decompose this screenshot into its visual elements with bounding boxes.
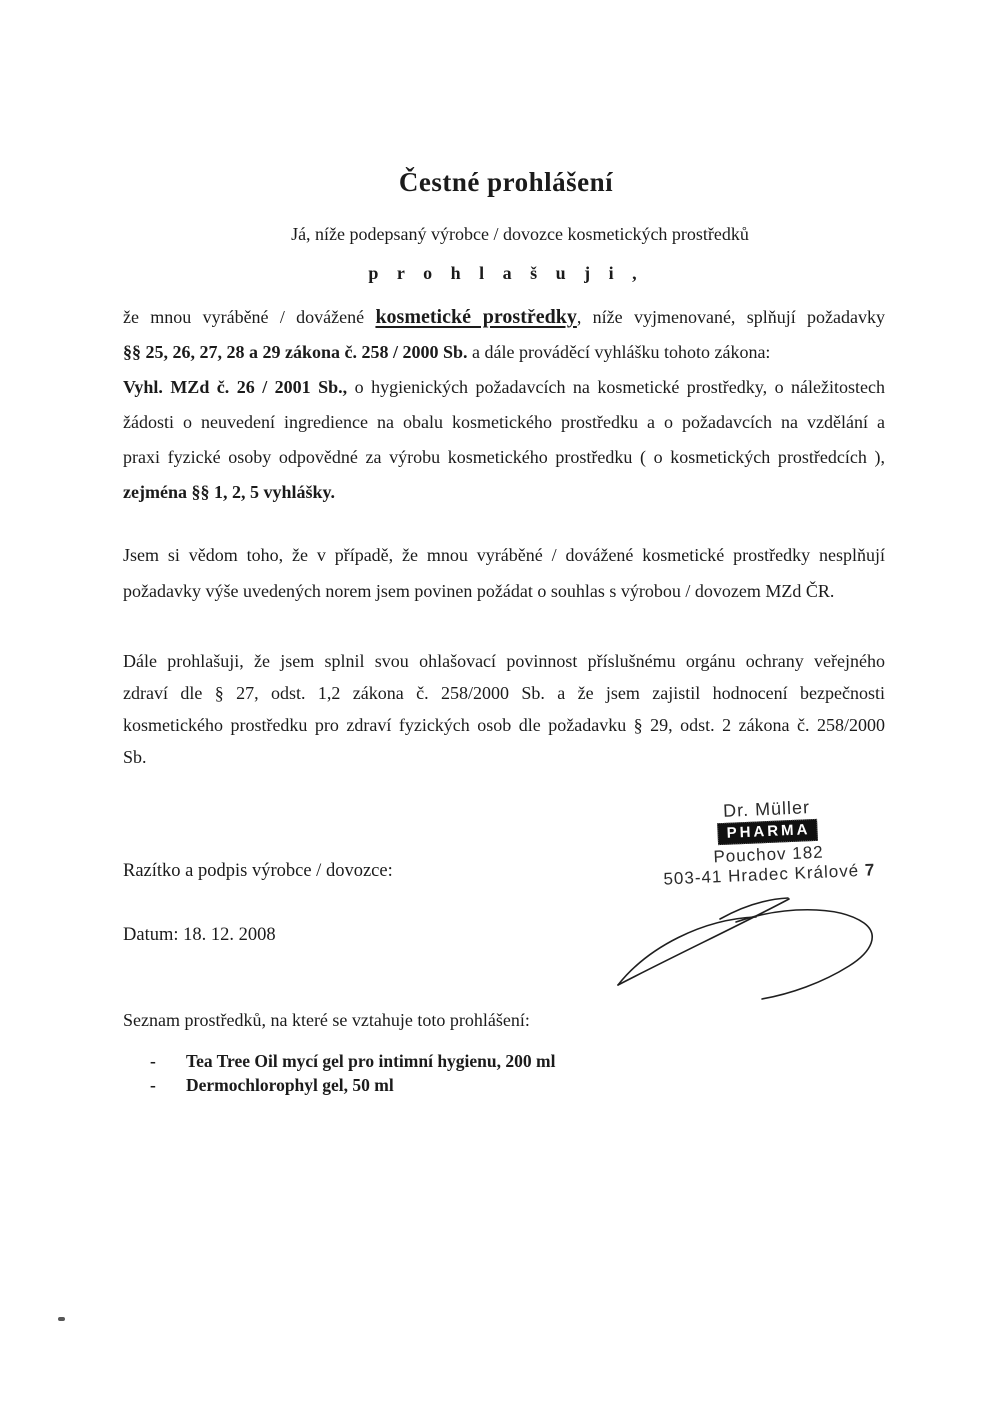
list-item [150, 1049, 555, 1073]
text-run: 503-41 Hradec Králové [663, 861, 860, 889]
paragraph-line [123, 335, 885, 370]
date-line: Datum: 18. 12. 2008 [123, 925, 276, 945]
paragraph-notification [123, 645, 885, 773]
stamp-doctor-name: Dr. Müller [722, 797, 811, 821]
list-item-text: Tea Tree Oil mycí gel pro intimní hygienu, 200 ml [186, 1051, 556, 1071]
list-item-text: Dermochlorophyl gel, 50 ml [186, 1075, 394, 1095]
paragraph-line: požadavky výše uvedených norem jsem povinen požádat o souhlas s výrobou / dovozem MZd ČR. [123, 581, 835, 601]
paragraph-line [123, 300, 885, 335]
company-stamp [650, 794, 886, 890]
list-dash: - [150, 1051, 156, 1071]
paragraph-line: Dále prohlašuji, že jsem splnil svou ohlašovací povinnost příslušnému orgánu ochrany veřejného [123, 651, 885, 671]
paragraph-awareness [123, 537, 885, 609]
page-title: Čestné prohlášení [398, 167, 614, 198]
text-run: a dále prováděcí vyhlášku tohoto zákona: [472, 342, 771, 362]
scan-artifact-speck [58, 1317, 65, 1321]
product-list-heading: Seznam prostředků, na které se vztahuje toto prohlášení: [123, 1010, 530, 1030]
declare-word: p r o h l a š u j i , [368, 263, 644, 283]
paragraph-legal-requirements [123, 300, 885, 510]
stamp-district-number: 7 [864, 860, 876, 880]
signature-stroke [736, 910, 872, 999]
emphasized-phrase: kosmetické prostředky [375, 306, 577, 328]
paragraph-line: zdraví dle § 27, odst. 1,2 zákona č. 258/2000 Sb. a že jsem zajistil hodnocení bezpečnosti [123, 683, 885, 703]
paragraph-line-bold: zejména §§ 1, 2, 5 vyhlášky. [123, 482, 336, 502]
product-list [150, 1049, 555, 1097]
paragraph-line: Jsem si vědom toho, že v případě, že mnou vyráběné / dovážené kosmetické prostředky nesplňují [123, 545, 885, 565]
text-run: o hygienických požadavcích na kosmetické prostředky, o náležitostech [354, 377, 886, 397]
handwritten-signature [600, 880, 900, 1010]
text-run-bold: §§ 25, 26, 27, 28 a 29 zákona č. 258 / 2000 Sb. [123, 342, 468, 362]
paragraph-line: praxi fyzické osoby odpovědné za výrobu kosmetického prostředku ( o kosmetických prostředcích ), [123, 447, 885, 467]
paragraph-line [123, 370, 885, 405]
stamp-address-street: Pouchov 182 [713, 842, 825, 867]
signature-stroke [618, 899, 789, 985]
paragraph-line: kosmetického prostředku pro zdraví fyzických osob dle požadavku § 29, odst. 2 zákona č. 258/2000 [123, 715, 885, 735]
stamp-pharma-badge: PHARMA [717, 819, 818, 845]
paragraph-line: žádosti o neuvedení ingredience na obalu kosmetického prostředku a o požadavcích na vzdělání a [123, 412, 885, 432]
list-item [150, 1073, 555, 1097]
stamp-signature-label: Razítko a podpis výrobce / dovozce: [123, 861, 393, 881]
declaration-intro-line: Já, níže podepsaný výrobce / dovozce kosmetických prostředků [291, 224, 749, 244]
list-dash: - [150, 1075, 156, 1095]
text-run-bold: Vyhl. MZd č. 26 / 2001 Sb., [123, 377, 348, 397]
paragraph-line: Sb. [123, 747, 147, 767]
text-run: že mnou vyráběné / dovážené [123, 307, 365, 327]
text-run: , níže vyjmenované, splňují požadavky [576, 307, 886, 327]
